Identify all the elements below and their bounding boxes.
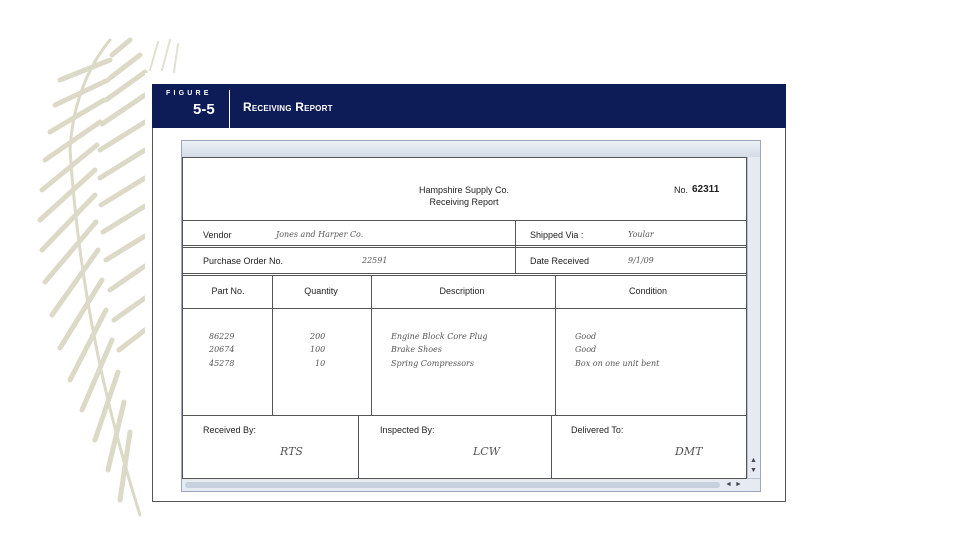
vendor-value: Jones and Harper Co. — [276, 230, 364, 239]
form-top-border — [182, 157, 747, 158]
row-part-no: 20674 — [209, 345, 235, 354]
received-by-signature: RTS — [280, 445, 303, 458]
form-line — [182, 273, 747, 274]
header-divider — [229, 90, 230, 128]
form-vline — [272, 275, 273, 416]
date-received-value: 9/1/09 — [628, 256, 654, 265]
form-right-border — [746, 157, 747, 479]
form-left-border — [182, 157, 183, 479]
report-number: 62311 — [692, 184, 720, 195]
horizontal-scroll-thumb[interactable] — [185, 482, 720, 488]
form-bottom-border — [182, 478, 747, 479]
form-line — [182, 247, 747, 248]
scroll-right-icon[interactable]: ► — [735, 481, 742, 488]
figure-number: 5-5 — [193, 101, 215, 118]
row-description: Brake Shoes — [391, 345, 442, 354]
form-line — [182, 415, 747, 416]
po-value: 22591 — [362, 256, 388, 265]
row-quantity: 100 — [310, 345, 326, 354]
form-line — [182, 220, 747, 221]
scroll-down-icon[interactable]: ▼ — [750, 467, 757, 474]
row-description: Spring Compressors — [391, 359, 474, 368]
inspected-by-signature: LCW — [473, 445, 501, 458]
row-part-no: 86229 — [209, 332, 235, 341]
row-part-no: 45278 — [209, 359, 235, 368]
shipped-via-value: Yoular — [628, 230, 654, 239]
received-by-label: Received By: — [203, 425, 257, 435]
figure-word: FIGURE — [166, 90, 212, 97]
figure-header — [152, 84, 786, 128]
row-condition: Good — [575, 345, 597, 354]
company-name: Hampshire Supply Co. — [418, 185, 510, 195]
column-header-condition: Condition — [628, 286, 668, 296]
form-line — [182, 245, 747, 246]
shipped-via-label: Shipped Via : — [530, 230, 584, 240]
form-vline — [515, 220, 516, 274]
delivered-to-label: Delivered To: — [571, 425, 624, 435]
column-header-description: Description — [439, 286, 485, 296]
scroll-left-icon[interactable]: ◄ — [725, 481, 732, 488]
row-quantity: 200 — [310, 332, 326, 341]
form-vline — [551, 415, 552, 478]
form-vline — [371, 275, 372, 416]
form-line — [182, 275, 747, 276]
window-top-bar — [182, 141, 760, 158]
column-header-quantity: Quantity — [304, 286, 338, 296]
row-quantity: 10 — [315, 359, 326, 368]
scroll-up-icon[interactable]: ▲ — [750, 457, 757, 464]
delivered-to-signature: DMT — [675, 445, 703, 458]
row-description: Engine Block Core Plug — [391, 332, 488, 341]
form-line — [182, 308, 747, 309]
inspected-by-label: Inspected By: — [380, 425, 435, 435]
date-received-label: Date Received — [530, 256, 590, 266]
receiving-report-form — [182, 157, 747, 479]
vertical-scrollbar[interactable] — [747, 157, 760, 478]
row-condition: Box on one unit bent — [575, 359, 660, 368]
column-header-part-no: Part No. — [211, 286, 245, 296]
horizontal-scrollbar[interactable] — [182, 478, 760, 491]
row-condition: Good — [575, 332, 597, 341]
report-number-label: No. — [674, 185, 689, 195]
vendor-label: Vendor — [203, 230, 232, 240]
po-label: Purchase Order No. — [203, 256, 284, 266]
form-vline — [358, 415, 359, 478]
figure-title: Receiving Report — [243, 100, 333, 114]
form-vline — [555, 275, 556, 416]
report-title: Receiving Report — [429, 197, 499, 207]
